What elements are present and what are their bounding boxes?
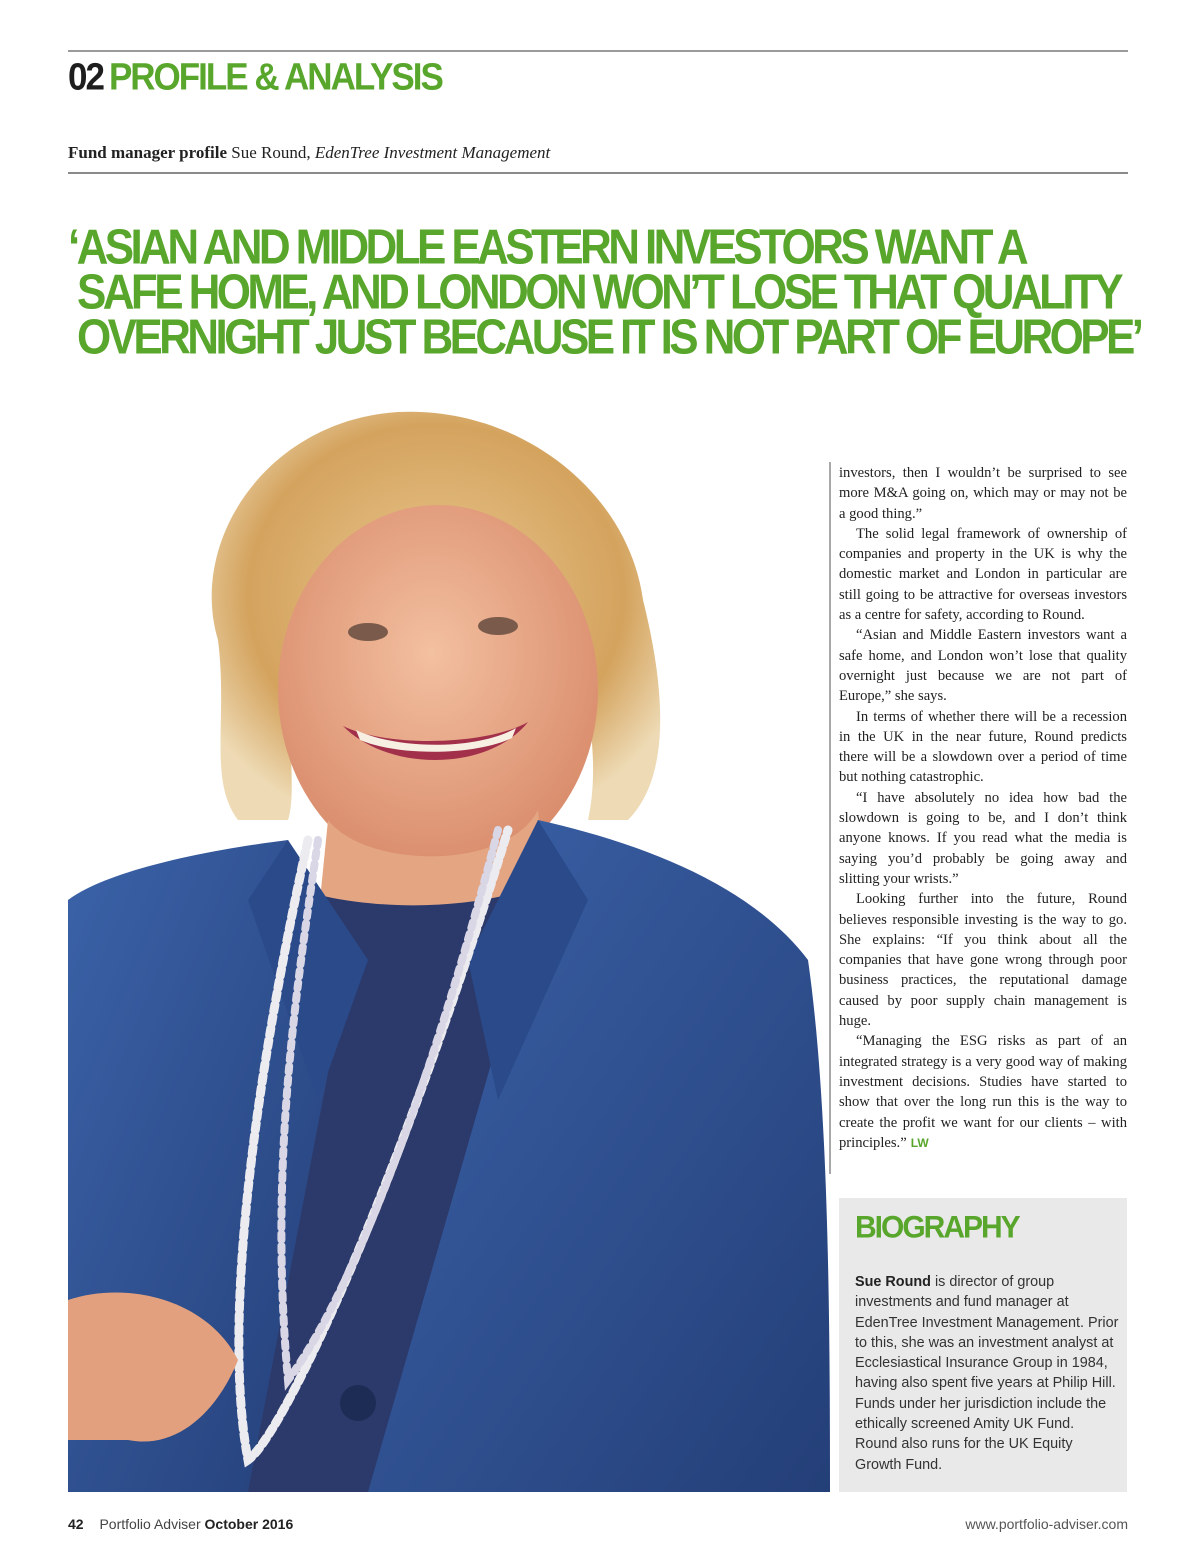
portrait-illustration — [68, 400, 830, 1492]
author-initials: LW — [910, 1135, 929, 1150]
byline-name: Sue Round, — [231, 143, 311, 162]
article-body — [839, 463, 1127, 1153]
portrait-photo — [68, 400, 830, 1492]
byline-label: Fund manager profile — [68, 143, 227, 162]
page-footer — [68, 1516, 1128, 1536]
headline-line: ‘ASIAN AND MIDDLE EASTERN INVESTORS WANT A — [68, 219, 1026, 275]
biography-text — [855, 1272, 1119, 1475]
section-header — [68, 56, 442, 104]
headline-line: OVERNIGHT JUST BECAUSE IT IS NOT PART OF EUROPE’ — [77, 309, 1141, 365]
biography-box — [839, 1198, 1127, 1492]
column-divider — [829, 462, 831, 1174]
byline — [68, 143, 550, 163]
publication-name: Portfolio Adviser — [99, 1516, 201, 1532]
headline-line: SAFE HOME, AND LONDON WON’T LOSE THAT QUALITY — [77, 264, 1121, 320]
issue-date: October 2016 — [204, 1516, 294, 1532]
byline-rule — [68, 172, 1128, 174]
byline-organisation: EdenTree Investment Management — [314, 143, 551, 162]
article-paragraph: “I have absolutely no idea how bad the slowdown is going to be, and I don’t think anyone knows. If you read what the media is saying you’d probably be going away and slitting your wrists.” — [839, 789, 1127, 887]
biography-name: Sue Round — [855, 1274, 931, 1290]
section-number: 02 — [68, 56, 103, 99]
article-paragraph: The solid legal framework of ownership of companies and property in the UK is why the domestic market and London in particular are still going to be attractive for overseas investors as a centre for safety, according to Round. — [839, 525, 1127, 624]
top-rule — [68, 50, 1128, 52]
article-paragraph: In terms of whether there will be a recession in the UK in the near future, Round predicts there will be a slowdown over a period of time but nothing catastrophic. — [839, 708, 1127, 786]
article-paragraph: investors, then I wouldn’t be surprised to see more M&A going on, which may or may not be a good thing.” — [839, 465, 1127, 522]
article-paragraph-text: “Managing the ESG risks as part of an integrated strategy is a very good way of making investment decisions. Studies have started to show that over the long run this is the way to create the profit we want for our clients – with principles.” — [839, 1033, 1127, 1151]
biography-body: is director of group investments and fund manager at EdenTree Investment Management. Prior to this, she was an investment analyst at Ecclesiastical Insurance Group in 1984, having also spent five years at Philip Hill. Funds under her jurisdiction include the ethically screened Amity UK Fund. Round also runs for the UK Equity Growth Fund. — [855, 1274, 1119, 1473]
article-paragraph: Looking further into the future, Round believes responsible investing is the way to go. She explains: “If you think about all the companies that have gone wrong through poor business practices, the reputational damage caused by poor supply chain management is huge. — [839, 891, 1127, 1030]
website-url: www.portfolio-adviser.com — [965, 1516, 1128, 1532]
biography-title: BIOGRAPHY — [855, 1210, 1019, 1245]
section-title: PROFILE & ANALYSIS — [108, 56, 442, 99]
article-paragraph — [839, 1031, 1127, 1153]
article-paragraph: “Asian and Middle Eastern investors want a safe home, and London won’t lose that quality overnight just because we are not part of Europe,” she says. — [839, 627, 1127, 705]
page-number: 42 — [68, 1516, 84, 1532]
headline — [68, 219, 1141, 365]
